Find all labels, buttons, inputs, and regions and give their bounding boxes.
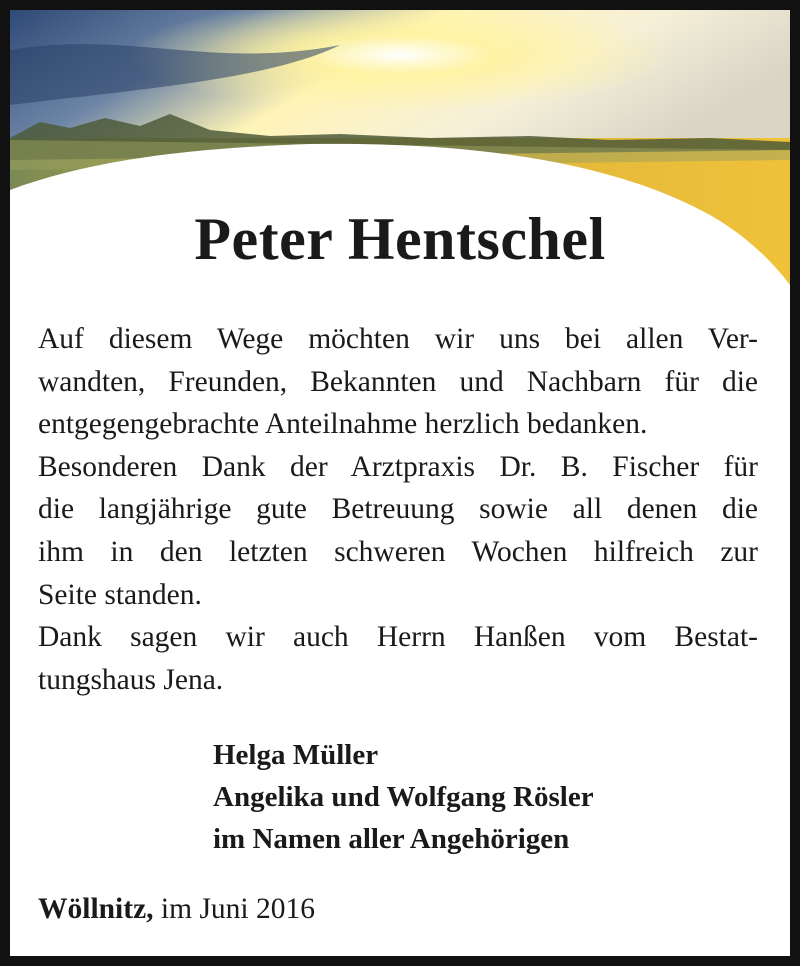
message-line: die langjährige gute Betreuung sowie all denen die xyxy=(38,493,758,526)
place-and-date xyxy=(38,893,315,926)
thank-you-message xyxy=(38,318,758,701)
deceased-name: Peter Hentschel xyxy=(194,206,606,272)
message-line: ihm in den letzten schweren Wochen hilfreich zur xyxy=(38,535,758,568)
message-line: tungshaus Jena. xyxy=(38,663,224,696)
signer-line: im Namen aller Angehörigen xyxy=(213,823,570,855)
place: Wöllnitz, xyxy=(38,893,154,925)
message-line: Auf diesem Wege möchten wir uns bei allen Ver- xyxy=(38,323,758,355)
signer-line: Angelika und Wolfgang Rösler xyxy=(213,781,594,813)
signer-line: Helga Müller xyxy=(213,739,379,771)
message-line: entgegengebrachte Anteilnahme herzlich bedanken. xyxy=(38,408,648,441)
message-line: wandten, Freunden, Bekannten und Nachbarn für die xyxy=(38,365,758,398)
message-line: Besonderen Dank der Arztpraxis Dr. B. Fischer für xyxy=(38,450,758,483)
date: im Juni 2016 xyxy=(153,893,315,925)
message-line: Dank sagen wir auch Herrn Hanßen vom Bestat- xyxy=(38,621,758,654)
signers-block xyxy=(213,734,594,860)
message-line: Seite standen. xyxy=(38,578,202,611)
notice-content xyxy=(10,10,790,956)
